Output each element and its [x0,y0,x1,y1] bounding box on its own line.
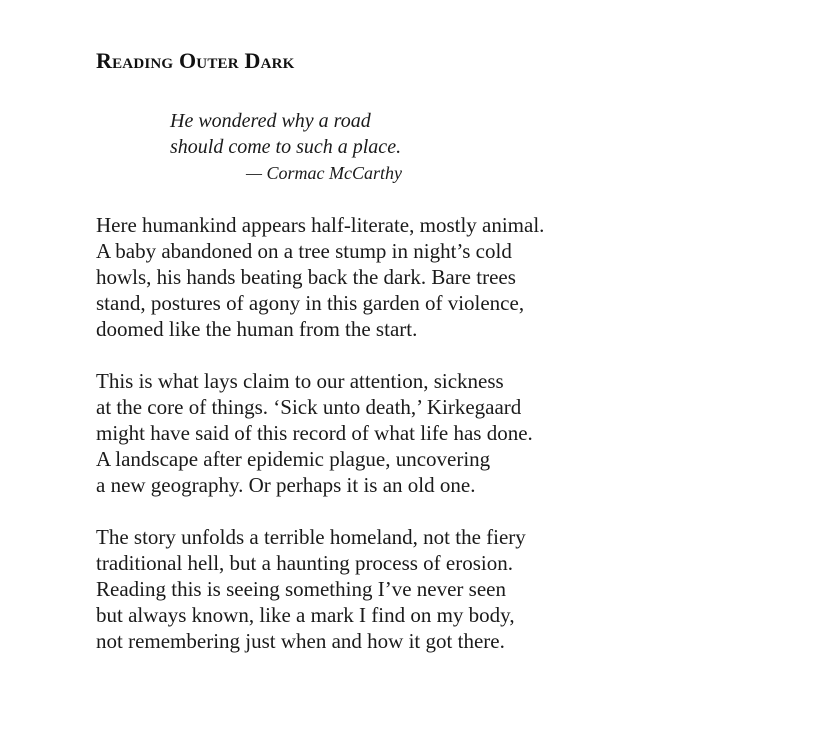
poem-line: a new geography. Or perhaps it is an old one. [96,473,476,497]
poem-line: not remembering just when and how it got there. [96,629,505,653]
poem-line: Reading this is seeing something I’ve never seen [96,577,506,601]
poem-line: traditional hell, but a haunting process of erosion. [96,551,513,575]
epigraph-line: should come to such a place. [170,136,402,158]
poem-line: A landscape after epidemic plague, uncovering [96,447,491,471]
poem-line: but always known, like a mark I find on my body, [96,603,515,627]
stanza-3 [96,524,696,654]
stanza-1 [96,212,696,342]
poem-body [96,212,696,654]
poem-line: A baby abandoned on a tree stump in night’s cold [96,239,512,263]
epigraph-line: He wondered why a road [170,110,371,132]
poem-line: The story unfolds a terrible homeland, not the fiery [96,525,526,549]
epigraph-attribution: — Cormac McCarthy [246,163,402,183]
poem-line: howls, his hands beating back the dark. Bare trees [96,265,516,289]
poem-line: stand, postures of agony in this garden of violence, [96,291,525,315]
stanza-2 [96,368,696,498]
epigraph [170,108,470,186]
poem-line: at the core of things. ‘Sick unto death,’ Kirkegaard [96,395,522,419]
poem-line: doomed like the human from the start. [96,317,418,341]
poem-line: might have said of this record of what life has done. [96,421,533,445]
poem-title: Reading Outer Dark [96,48,295,73]
poem-line: Here humankind appears half-literate, mostly animal. [96,213,545,237]
poem-line: This is what lays claim to our attention, sickness [96,369,504,393]
